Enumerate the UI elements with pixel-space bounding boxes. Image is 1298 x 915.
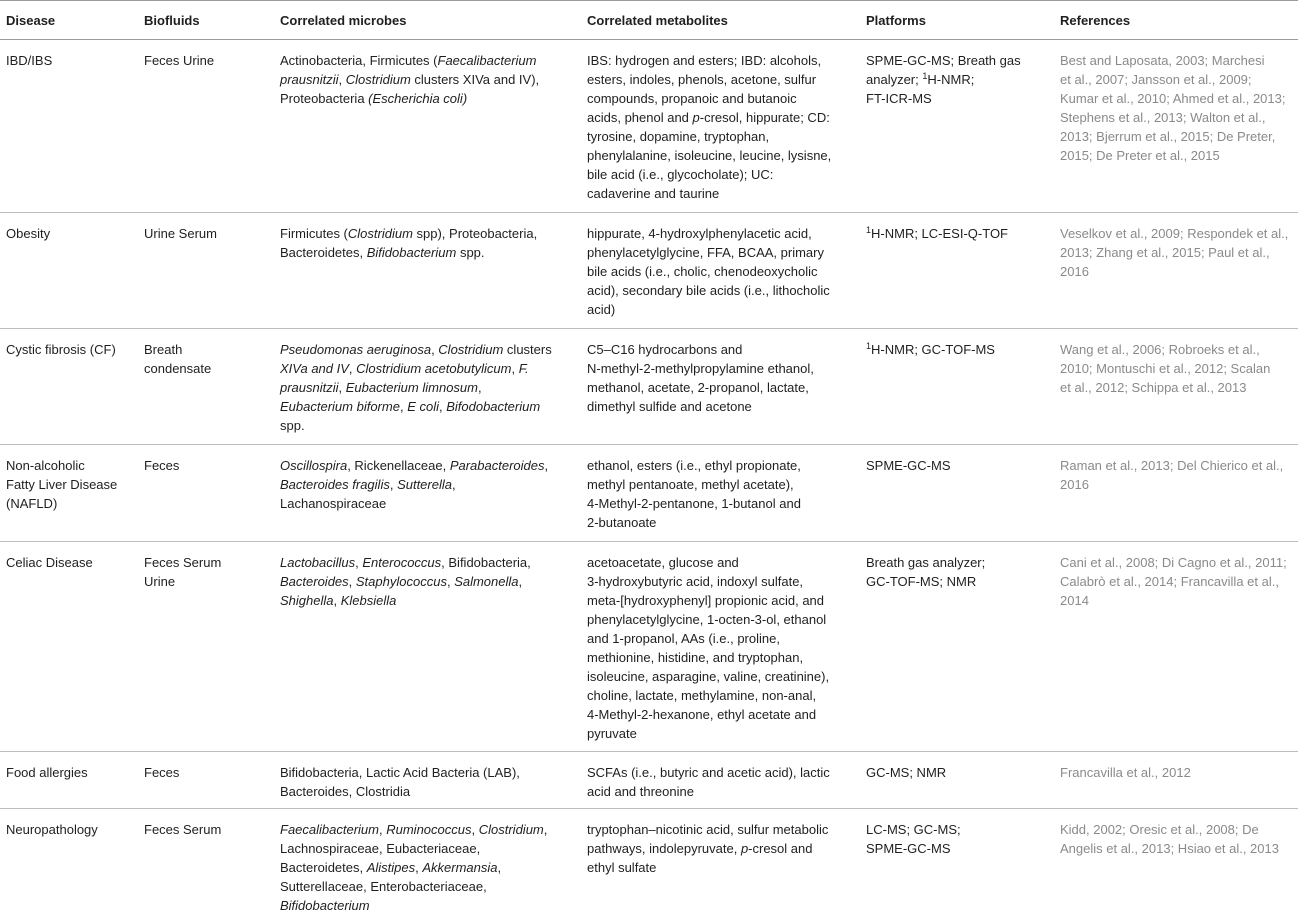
references-cell: Cani et al., 2008; Di Cagno et al., 2011; Calabrò et al., 2014; Francavilla et al., 2014: [1054, 542, 1298, 752]
biofluids-cell: Feces Serum: [138, 809, 274, 915]
microbes-cell: Bifidobacteria, Lactic Acid Bacteria (LAB), Bacteroides, Clostridia: [274, 752, 581, 809]
metabolites-cell: ethanol, esters (i.e., ethyl propionate, methyl pentanoate, methyl acetate), 4-Methyl-2-pentanone, 1-butanol and 2-butanoate: [581, 445, 860, 542]
microbes-line: spp.: [280, 416, 575, 435]
header-correlated-microbes: Correlated microbes: [274, 1, 581, 40]
microbes-line: Oscillospira, Rickenellaceae, Parabacteroides,: [280, 456, 575, 475]
microbes-line: Lactobacillus, Enterococcus, Bifidobacteria,: [280, 553, 575, 572]
header-row: [0, 1, 1298, 40]
platforms-line: $^1$H-NMR; GC-TOF-MS: [866, 340, 1048, 359]
table-row: [0, 445, 1298, 542]
table-row: [0, 40, 1298, 213]
microbes-line: Bacteroidetes, Alistipes, Akkermansia,: [280, 858, 575, 877]
header-correlated-metabolites: Correlated metabolites: [581, 1, 860, 40]
microbes-line: Firmicutes (Clostridium spp), Proteobacteria,: [280, 224, 575, 243]
biofluids-cell: Breath condensate: [138, 329, 274, 445]
platforms-cell: Breath gas analyzer; GC-TOF-MS; NMR: [860, 542, 1054, 752]
biofluids-cell: Feces Serum Urine: [138, 542, 274, 752]
platforms-cell: [860, 213, 1054, 329]
microbes-line: Bifidobacterium: [280, 896, 575, 915]
microbes-line: Bacteroides fragilis, Sutterella,: [280, 475, 575, 494]
platforms-cell: SPME-GC-MS; Breath gas analyzer; $^1$H-NMR; FT-ICR-MS: [860, 40, 1054, 213]
disease-cell: Obesity: [0, 213, 138, 329]
microbes-cell: [274, 40, 581, 213]
metabolites-cell: SCFAs (i.e., butyric and acetic acid), lactic acid and threonine: [581, 752, 860, 809]
table-row: [0, 329, 1298, 445]
references-cell: Veselkov et al., 2009; Respondek et al., 2013; Zhang et al., 2015; Paul et al., 2016: [1054, 213, 1298, 329]
references-cell: Raman et al., 2013; Del Chierico et al., 2016: [1054, 445, 1298, 542]
disease-cell: Non-alcoholic Fatty Liver Disease (NAFLD): [0, 445, 138, 542]
microbes-line: Eubacterium biforme, E coli, Bifodobacterium: [280, 397, 575, 416]
microbes-cell: [274, 542, 581, 752]
header-references: References: [1054, 1, 1298, 40]
microbes-cell: Faecalibacterium, Ruminococcus, Clostridium, Lachnospiraceae, Eubacteriaceae, Bacteroidetes, Alistipes, Akkermansia, Sutterellaceae, Enterobacteriaceae, Bifidobacterium: [274, 809, 581, 915]
biofluids-cell: Urine Serum: [138, 213, 274, 329]
metabolites-line: pathways, indolepyruvate, p-cresol and: [587, 839, 854, 858]
references-cell: Best and Laposata, 2003; Marchesi et al., 2007; Jansson et al., 2009; Kumar et al., 2010; Ahmed et al., 2013; Stephens et al., 2013; Walton et al., 2013; Bjerrum et al., 2015; De Preter, 2015; De Preter et al., 2015: [1054, 40, 1298, 213]
metabolites-cell: IBS: hydrogen and esters; IBD: alcohols, esters, indoles, phenols, acetone, sulfur compounds, propanoic and butanoic acids, phenol and p-cresol, hippurate; CD: tyrosine, dopamine, tryptophan, phenylalanine, isoleucine, leucine, lysisne, bile acid (i.e., glycocholate); UC: cadaverine and taurine: [581, 40, 860, 213]
references-cell: Wang et al., 2006; Robroeks et al., 2010; Montuschi et al., 2012; Scalan et al., 2012; Schippa et al., 2013: [1054, 329, 1298, 445]
microbes-line: prausnitzii, Clostridium clusters XIVa and IV),: [280, 70, 575, 89]
disease-cell: Cystic fibrosis (CF): [0, 329, 138, 445]
table-row: [0, 809, 1298, 915]
disease-cell: Food allergies: [0, 752, 138, 809]
table-row: [0, 752, 1298, 809]
metabolites-cell: C5–C16 hydrocarbons and N-methyl-2-methylpropylamine ethanol, methanol, acetate, 2-propanol, lactate, dimethyl sulfide and acetone: [581, 329, 860, 445]
references-cell: Kidd, 2002; Oresic et al., 2008; De Angelis et al., 2013; Hsiao et al., 2013: [1054, 809, 1298, 915]
metabolites-cell: hippurate, 4-hydroxylphenylacetic acid, phenylacetylglycine, FFA, BCAA, primary bile acids (i.e., cholic, chenodeoxycholic acid), secondary bile acids (i.e., lithocholic acid): [581, 213, 860, 329]
microbes-line: prausnitzii, Eubacterium limnosum,: [280, 378, 575, 397]
microbes-line: Shighella, Klebsiella: [280, 591, 575, 610]
platforms-cell: [860, 329, 1054, 445]
microbes-cell: [274, 445, 581, 542]
platforms-cell: SPME-GC-MS: [860, 445, 1054, 542]
disease-cell: IBD/IBS: [0, 40, 138, 213]
disease-cell: Neuropathology: [0, 809, 138, 915]
platforms-line: analyzer; $^1$H-NMR;: [866, 70, 1048, 89]
platforms-cell: LC-MS; GC-MS; SPME-GC-MS: [860, 809, 1054, 915]
platforms-cell: GC-MS; NMR: [860, 752, 1054, 809]
platforms-line: $^1$H-NMR; LC-ESI-Q-TOF: [866, 224, 1048, 243]
table-row: [0, 213, 1298, 329]
header-platforms: Platforms: [860, 1, 1054, 40]
biofluids-cell: Feces Urine: [138, 40, 274, 213]
biofluids-cell: Feces: [138, 752, 274, 809]
microbes-line: XIVa and IV, Clostridium acetobutylicum, F.: [280, 359, 575, 378]
microbes-line: Bacteroidetes, Bifidobacterium spp.: [280, 243, 575, 262]
microbes-cell: [274, 329, 581, 445]
disease-cell: Celiac Disease: [0, 542, 138, 752]
microbes-line: Actinobacteria, Firmicutes (Faecalibacterium: [280, 51, 575, 70]
metabolites-cell: acetoacetate, glucose and 3-hydroxybutyric acid, indoxyl sulfate, meta-[hydroxyphenyl] propionic acid, and phenylacetylglycine, 1-octen-3-ol, ethanol and 1-propanol, AAs (i.e., proline, methionine, histidine, and tryptophan, isoleucine, asparagine, valine, creatinine), choline, lactate, methylamine, non-anal, 4-Methyl-2-hexanone, ethyl acetate and pyruvate: [581, 542, 860, 752]
header-biofluids: Biofluids: [138, 1, 274, 40]
biofluids-cell: Feces: [138, 445, 274, 542]
microbes-cell: [274, 213, 581, 329]
metabolites-cell: tryptophan–nicotinic acid, sulfur metabolic pathways, indolepyruvate, p-cresol and ethyl sulfate: [581, 809, 860, 915]
microbes-line: Lachanospiraceae: [280, 494, 575, 513]
header-disease: Disease: [0, 1, 138, 40]
microbes-line: Faecalibacterium, Ruminococcus, Clostridium,: [280, 820, 575, 839]
table-row: [0, 542, 1298, 752]
microbes-line: Pseudomonas aeruginosa, Clostridium clusters: [280, 340, 575, 359]
microbes-line: Bacteroides, Staphylococcus, Salmonella,: [280, 572, 575, 591]
references-cell: Francavilla et al., 2012: [1054, 752, 1298, 809]
microbes-line: Proteobacteria (Escherichia coli): [280, 89, 575, 108]
metabolites-line: acids, phenol and p-cresol, hippurate; CD:: [587, 108, 854, 127]
